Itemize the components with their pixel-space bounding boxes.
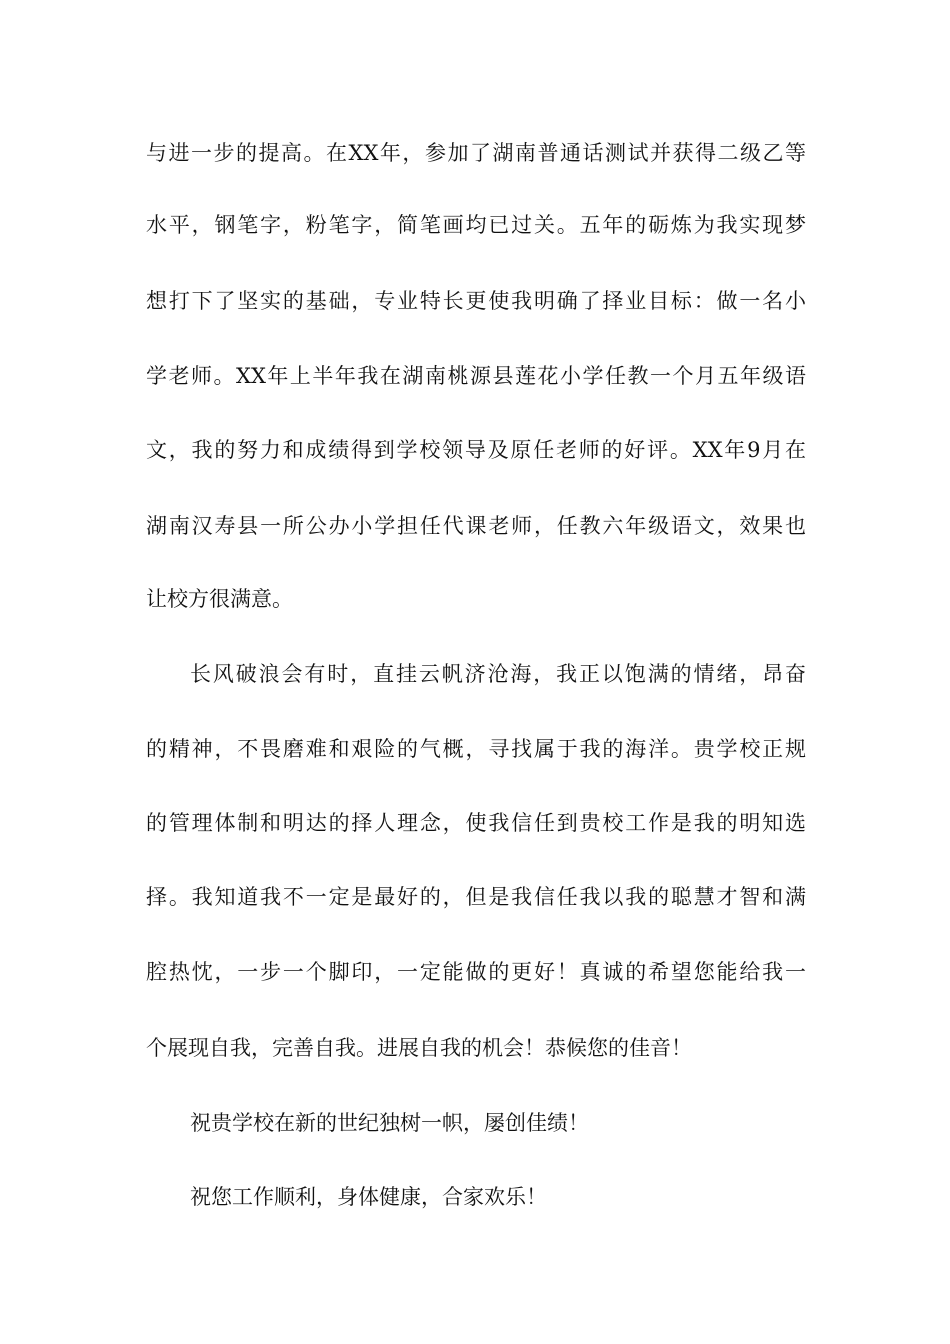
- paragraph-line: 个展现自我，完善自我。进展自我的机会！恭候您的佳音！: [146, 1036, 692, 1060]
- paragraph-line: 择。我知道我不一定是最好的，但是我信任我以我的聪慧才智和满: [146, 885, 806, 909]
- paragraph-line: 想打下了坚实的基础，专业特长更使我明确了择业目标：做一名小: [146, 289, 806, 313]
- paragraph-line: 的管理体制和明达的择人理念，使我信任到贵校工作是我的明知选: [146, 811, 806, 835]
- closing-wish-reader: 祝您工作顺利，身体健康，合家欢乐！: [190, 1185, 547, 1209]
- paragraph-line: 水平，钢笔字，粉笔字，简笔画均已过关。五年的砺炼为我实现梦: [146, 213, 806, 237]
- paragraph-line: 与进一步的提高。在XX年，参加了湖南普通话测试并获得二级乙等: [146, 141, 806, 165]
- paragraph-line: 湖南汉寿县一所公办小学担任代课老师，任教六年级语文，效果也: [146, 514, 806, 538]
- paragraph-line: 让校方很满意。: [146, 587, 293, 611]
- paragraph-line: 腔热忱，一步一个脚印，一定能做的更好！真诚的希望您能给我一: [146, 960, 806, 984]
- paragraph-line: 学老师。XX年上半年我在湖南桃源县莲花小学任教一个月五年级语: [146, 364, 806, 388]
- paragraph-line: 长风破浪会有时，直挂云帆济沧海，我正以饱满的情绪，昂奋: [190, 662, 806, 686]
- closing-wish-school: 祝贵学校在新的世纪独树一帜，屡创佳绩！: [190, 1111, 589, 1135]
- paragraph-line: 文，我的努力和成绩得到学校领导及原任老师的好评。XX年9月在: [146, 438, 806, 462]
- paragraph-line: 的精神，不畏磨难和艰险的气概，寻找属于我的海洋。贵学校正规: [146, 737, 806, 761]
